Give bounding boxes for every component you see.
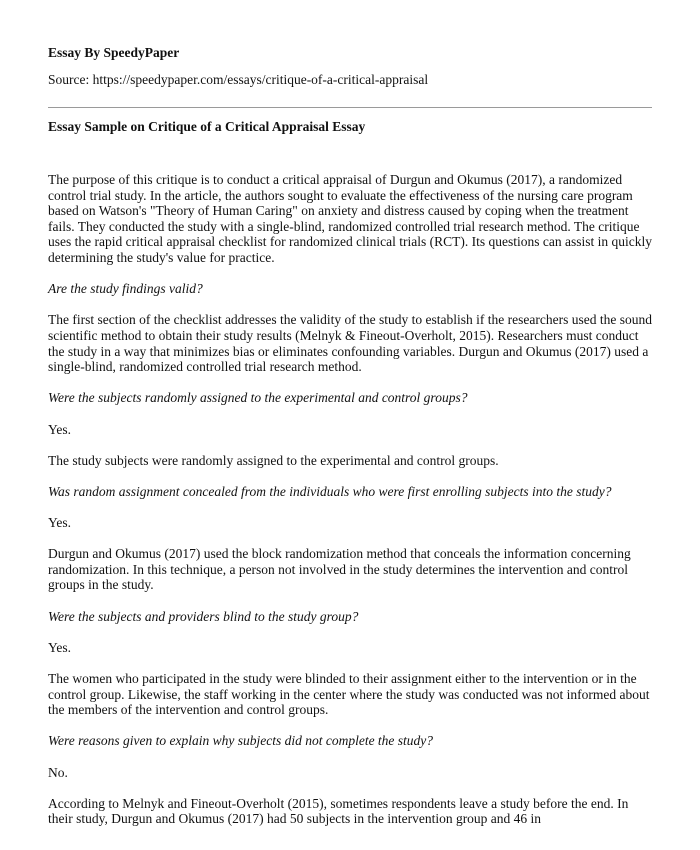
answer-text: Yes. bbox=[48, 515, 72, 531]
intro-paragraph: The purpose of this critique is to conduct a critical appraisal of Durgun and Okumus (2017), a randomized control trial study. In the article, the authors sought to evaluate the effectiveness of the nursing care program based on Watson's "Theory of Human Caring" on anxiety and distress caused by coping when the treatment fails. They conducted the study with a single-blind, randomized controlled trial research method. The critique uses the rapid critical appraisal checklist for randomized clinical trials (RCT). Its questions can assist in quickly determining the study's value for practice. bbox=[48, 172, 652, 265]
answer-text: No. bbox=[48, 764, 68, 780]
body-paragraph: According to Melnyk and Fineout-Overholt (2015), sometimes respondents leave a study before the end. In their study, Durgun and Okumus (2017) had 50 subjects in the intervention group and 46 in bbox=[48, 795, 629, 827]
question-heading: Was random assignment concealed from the individuals who were first enrolling subjects into the study? bbox=[48, 483, 612, 499]
body-paragraph: The study subjects were randomly assigned to the experimental and control groups. bbox=[48, 452, 499, 468]
question-heading: Were reasons given to explain why subjects did not complete the study? bbox=[48, 733, 434, 749]
question-heading: Are the study findings valid? bbox=[48, 281, 203, 297]
question-heading: Were the subjects and providers blind to the study group? bbox=[48, 608, 359, 624]
source-line: Source: https://speedypaper.com/essays/critique-of-a-critical-appraisal bbox=[48, 72, 429, 87]
essay-body bbox=[48, 172, 652, 843]
answer-text: Yes. bbox=[48, 639, 72, 655]
question-heading: Were the subjects randomly assigned to the experimental and control groups? bbox=[48, 390, 468, 406]
body-paragraph: The first section of the checklist addresses the validity of the study to establish if the researchers used the sound scientific method to obtain their study results (Melnyk & Fineout-Overholt, 2015). Researchers must conduct the study in a way that minimizes bias or eliminates confounding variables. Durgun and Okumus (2017) used a single-blind, randomized controlled trial research method. bbox=[48, 312, 652, 375]
brand-heading: Essay By SpeedyPaper bbox=[48, 45, 180, 60]
body-paragraph: Durgun and Okumus (2017) used the block randomization method that conceals the information concerning randomization. In this technique, a person not involved in the study determines the intervention and control groups in the study. bbox=[48, 546, 631, 593]
header-divider bbox=[48, 107, 652, 108]
body-paragraph: The women who participated in the study were blinded to their assignment either to the intervention or in the control group. Likewise, the staff working in the center where the study was conducted was not informed about the members of the intervention and control groups. bbox=[48, 671, 650, 718]
answer-text: Yes. bbox=[48, 421, 72, 437]
essay-title: Essay Sample on Critique of a Critical Appraisal Essay bbox=[48, 119, 366, 134]
